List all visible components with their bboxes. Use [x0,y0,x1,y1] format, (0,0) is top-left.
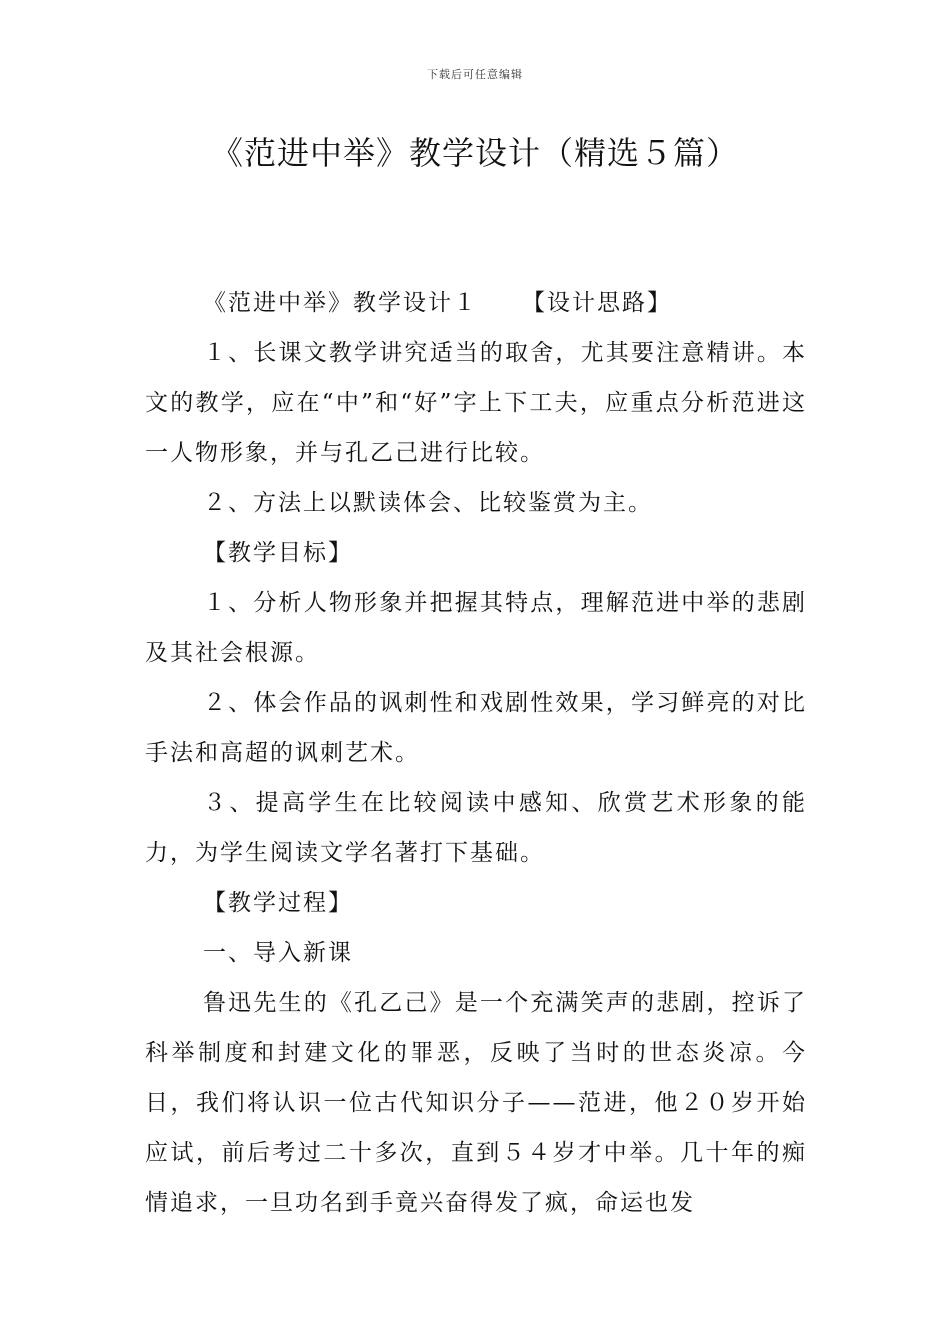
document-body [145,278,807,1228]
section-heading-paragraph [145,278,807,328]
teaching-goals-heading: 【教学目标】 [203,540,353,566]
design-idea-heading: 【设计思路】 [522,290,672,316]
paragraph: ２、方法上以默读体会、比较鉴赏为主。 [203,490,653,516]
paragraph: １、分析人物形象并把握其特点，理解范进中举的悲剧及其社会根源。 [145,590,807,666]
paragraph: ２、体会作品的讽刺性和戏剧性效果，学习鲜亮的对比手法和高超的讽刺艺术。 [145,690,807,766]
subsection-heading: 一、导入新课 [203,940,353,966]
paragraph: ３、提高学生在比较阅读中感知、欣赏艺术形象的能力，为学生阅读文学名著打下基础。 [145,790,807,866]
section-title: 《范进中举》教学设计１ [203,290,478,316]
header-note: 下载后可任意编辑 [427,68,523,81]
teaching-process-heading: 【教学过程】 [203,890,353,916]
document-title: 《范进中举》教学设计（精选５篇） [210,134,739,172]
paragraph: １、长课文教学讲究适当的取舍，尤其要注意精讲。本文的教学，应在“中”和“好”字上下工夫，应重点分析范进这一人物形象，并与孔乙己进行比较。 [145,340,807,466]
paragraph: 鲁迅先生的《孔乙己》是一个充满笑声的悲剧，控诉了科举制度和封建文化的罪恶，反映了当时的世态炎凉。今日，我们将认识一位古代知识分子——范进，他２０岁开始应试，前后考过二十多次，直到５４岁才中举。几十年的痴情追求，一旦功名到手竟兴奋得发了疯，命运也发 [145,990,807,1216]
